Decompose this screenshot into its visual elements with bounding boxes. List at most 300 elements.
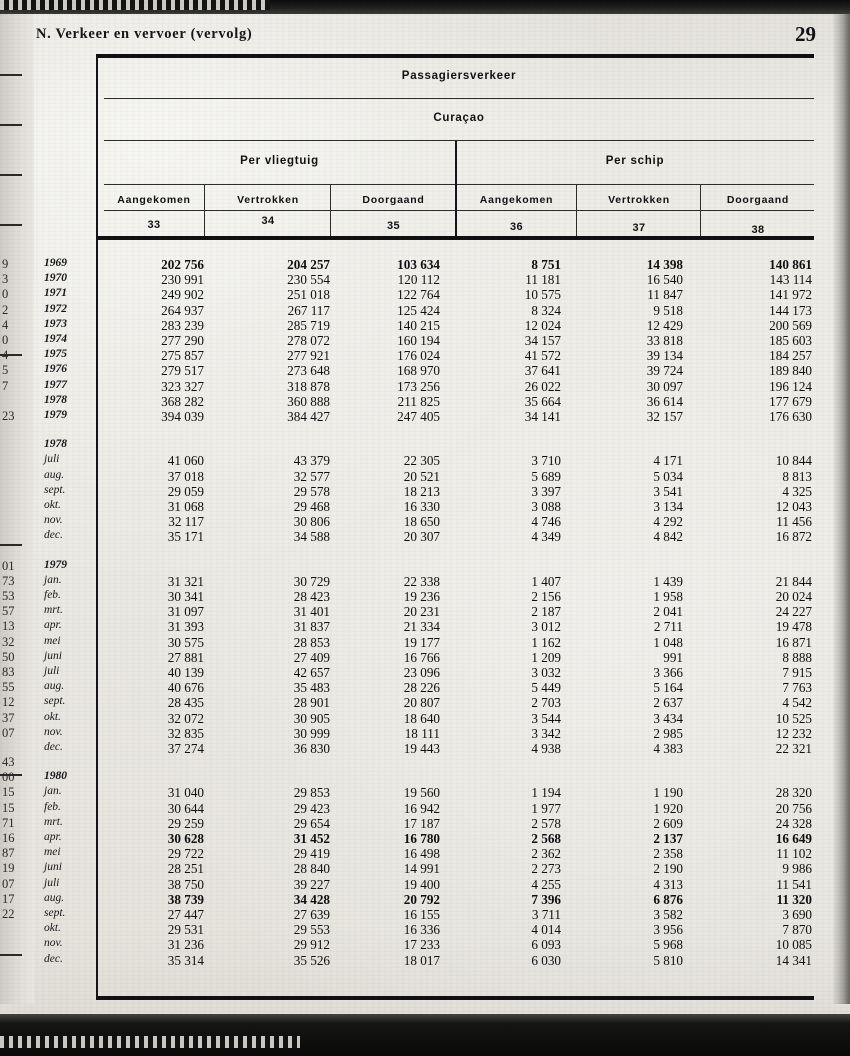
table-cell: 16 872 bbox=[775, 529, 812, 545]
table-cell: 4 349 bbox=[531, 529, 561, 545]
table-cell: 4 746 bbox=[531, 514, 561, 530]
table-cell: 30 999 bbox=[293, 725, 330, 741]
table-cell: 1 407 bbox=[531, 573, 561, 589]
table-cell: 16 766 bbox=[403, 649, 440, 665]
row-label: aug. bbox=[44, 680, 65, 693]
table-cell: 32 577 bbox=[293, 468, 330, 484]
row-label: mei bbox=[44, 634, 61, 647]
gutter-digit-fragment: 0 bbox=[2, 287, 9, 302]
row-label: 1977 bbox=[44, 378, 67, 391]
table-cell: 4 542 bbox=[782, 695, 812, 711]
header-colnum-33: 33 bbox=[147, 219, 161, 231]
table-cell: 143 114 bbox=[769, 272, 812, 288]
row-label: sept. bbox=[44, 695, 66, 708]
table-cell: 2 041 bbox=[653, 604, 683, 620]
table-cell: 37 018 bbox=[167, 468, 204, 484]
table-cell: 23 096 bbox=[403, 665, 440, 680]
table-cell: 103 634 bbox=[397, 257, 440, 272]
table-cell: 34 157 bbox=[524, 333, 561, 348]
row-label: 1973 bbox=[44, 317, 67, 330]
table-cell: 991 bbox=[663, 649, 683, 665]
table-cell: 5 689 bbox=[531, 468, 561, 484]
table-cell: 14 991 bbox=[403, 861, 440, 877]
table-cell: 10 525 bbox=[775, 710, 812, 726]
table-cell: 7 396 bbox=[531, 891, 561, 907]
table-cell: 16 649 bbox=[775, 831, 812, 846]
table-cell: 31 068 bbox=[167, 499, 204, 514]
table-cell: 1 439 bbox=[653, 573, 683, 589]
table-cell: 249 902 bbox=[161, 287, 204, 303]
row-label: mrt. bbox=[44, 604, 63, 617]
table-cell: 202 756 bbox=[161, 257, 204, 272]
gutter-digit-fragment: 9 bbox=[2, 257, 9, 271]
table-cell: 11 847 bbox=[647, 287, 683, 303]
table-cell: 173 256 bbox=[397, 378, 440, 394]
header-col-34: Vertrokken bbox=[237, 194, 299, 206]
row-label: feb. bbox=[44, 800, 61, 813]
table-cell: 29 531 bbox=[167, 922, 204, 938]
table-cell: 36 830 bbox=[293, 741, 330, 756]
gutter-digit-fragment: 15 bbox=[2, 785, 15, 800]
gutter-digit-fragment: 13 bbox=[2, 619, 15, 634]
row-label: 1975 bbox=[44, 348, 67, 361]
table-cell: 230 991 bbox=[161, 272, 204, 288]
table-cell: 20 231 bbox=[403, 604, 440, 620]
table-cell: 8 813 bbox=[782, 468, 812, 484]
table-cell: 11 320 bbox=[776, 891, 812, 907]
table-cell: 3 711 bbox=[531, 907, 561, 922]
table-cell: 28 840 bbox=[293, 861, 330, 877]
gutter-digit-fragment: 5 bbox=[2, 363, 9, 378]
table-cell: 10 844 bbox=[775, 453, 812, 469]
table-cell: 6 093 bbox=[531, 937, 561, 953]
table-cell: 29 912 bbox=[293, 937, 330, 953]
table-cell: 184 257 bbox=[769, 348, 812, 364]
row-label: 1969 bbox=[44, 257, 67, 269]
table-cell: 2 568 bbox=[531, 831, 561, 846]
gutter-digit-fragment: 73 bbox=[2, 573, 15, 588]
table-cell: 8 324 bbox=[531, 302, 561, 318]
table-cell: 19 400 bbox=[403, 876, 440, 892]
table-cell: 42 657 bbox=[293, 665, 330, 680]
table-cell: 29 722 bbox=[167, 846, 204, 862]
header-group-per-schip: Per schip bbox=[605, 155, 665, 167]
table-cell: 10 085 bbox=[775, 937, 812, 953]
table-cell: 29 259 bbox=[167, 815, 204, 831]
table-cell: 20 521 bbox=[403, 468, 440, 484]
table-cell: 384 427 bbox=[287, 409, 330, 424]
table-cell: 394 039 bbox=[161, 409, 204, 424]
table-cell: 16 498 bbox=[403, 846, 440, 862]
row-label: dec. bbox=[44, 529, 63, 542]
table-cell: 43 379 bbox=[293, 453, 330, 469]
table-cell: 29 578 bbox=[293, 483, 330, 499]
table-cell: 28 853 bbox=[293, 634, 330, 650]
table-cell: 368 282 bbox=[161, 393, 204, 409]
table-cell: 204 257 bbox=[287, 257, 330, 272]
table-cell: 6 876 bbox=[653, 891, 683, 907]
table-cell: 3 032 bbox=[531, 665, 561, 680]
table-cell: 28 320 bbox=[775, 785, 812, 801]
gutter-digit-fragment: 16 bbox=[2, 831, 15, 845]
table-cell: 2 190 bbox=[653, 861, 683, 877]
table-cell: 125 424 bbox=[397, 302, 440, 318]
table-cell: 24 227 bbox=[775, 604, 812, 620]
table-cell: 31 040 bbox=[167, 785, 204, 801]
table-cell: 18 650 bbox=[403, 514, 440, 530]
table-cell: 1 162 bbox=[531, 634, 561, 650]
table-cell: 4 938 bbox=[531, 741, 561, 756]
table-cell: 3 582 bbox=[653, 907, 683, 922]
gutter-digit-fragment: 07 bbox=[2, 725, 15, 740]
table-cell: 28 226 bbox=[403, 680, 440, 696]
row-label: 1979 bbox=[44, 409, 67, 421]
table-cell: 12 043 bbox=[775, 499, 812, 514]
table-cell: 21 844 bbox=[775, 573, 812, 589]
table-cell: 275 857 bbox=[161, 348, 204, 364]
table-cell: 29 419 bbox=[293, 846, 330, 862]
table-cell: 35 664 bbox=[524, 393, 561, 409]
table-cell: 28 423 bbox=[293, 589, 330, 604]
table-cell: 2 273 bbox=[531, 861, 561, 877]
table-cell: 2 362 bbox=[531, 846, 561, 862]
row-label: juli bbox=[44, 665, 60, 677]
block-heading-1978: 1978 bbox=[44, 438, 67, 451]
table-cell: 20 792 bbox=[403, 891, 440, 907]
table-cell: 7 915 bbox=[782, 665, 812, 680]
row-label: okt. bbox=[44, 499, 61, 511]
gutter-digit-fragment: 00 bbox=[2, 770, 15, 785]
table-cell: 2 703 bbox=[531, 695, 561, 711]
table-cell: 39 724 bbox=[646, 363, 683, 379]
table-cell: 264 937 bbox=[161, 302, 204, 318]
table-cell: 29 468 bbox=[293, 499, 330, 514]
table-cell: 3 134 bbox=[653, 499, 683, 514]
row-label: juli bbox=[44, 453, 60, 466]
table-cell: 160 194 bbox=[397, 333, 440, 348]
row-label: 1976 bbox=[44, 363, 67, 376]
table-cell: 29 059 bbox=[167, 483, 204, 499]
table-cell: 2 637 bbox=[653, 695, 683, 711]
table-cell: 1 194 bbox=[531, 785, 561, 801]
row-label: feb. bbox=[44, 589, 61, 601]
table-cell: 30 729 bbox=[293, 573, 330, 589]
table-cell: 267 117 bbox=[287, 302, 330, 318]
gutter-digit-fragment: 55 bbox=[2, 680, 15, 695]
table-cell: 2 985 bbox=[653, 725, 683, 741]
table-cell: 4 842 bbox=[653, 529, 683, 545]
table-cell: 5 034 bbox=[653, 468, 683, 484]
table-cell: 4 171 bbox=[653, 453, 683, 469]
table-cell: 16 336 bbox=[403, 922, 440, 938]
row-label: mei bbox=[44, 846, 61, 859]
gutter-digit-fragment: 17 bbox=[2, 891, 15, 906]
row-label: juli bbox=[44, 876, 60, 889]
table-cell: 140 215 bbox=[397, 317, 440, 333]
table-cell: 3 397 bbox=[531, 483, 561, 499]
row-label: sept. bbox=[44, 483, 66, 496]
table-cell: 279 517 bbox=[161, 363, 204, 379]
bottom-binding-strip bbox=[0, 1014, 850, 1056]
table-cell: 323 327 bbox=[161, 378, 204, 394]
table-cell: 3 690 bbox=[782, 907, 812, 922]
table-cell: 277 921 bbox=[287, 348, 330, 364]
block-heading-1980: 1980 bbox=[44, 770, 67, 783]
table-cell: 18 111 bbox=[404, 725, 440, 741]
table-cell: 141 972 bbox=[769, 287, 812, 303]
table-cell: 16 871 bbox=[775, 634, 812, 650]
header-col-33: Aangekomen bbox=[117, 194, 191, 206]
table-cell: 4 325 bbox=[782, 483, 812, 499]
gutter-digit-fragment: 0 bbox=[2, 333, 9, 347]
row-label: juni bbox=[44, 649, 62, 662]
table-cell: 31 837 bbox=[293, 619, 330, 635]
table-cell: 18 640 bbox=[403, 710, 440, 726]
table-cell: 11 102 bbox=[776, 846, 812, 862]
table-cell: 18 017 bbox=[403, 952, 440, 968]
table-cell: 2 156 bbox=[531, 589, 561, 604]
table-cell: 1 048 bbox=[653, 634, 683, 650]
table-cell: 34 428 bbox=[293, 891, 330, 907]
table-cell: 2 187 bbox=[531, 604, 561, 620]
table-cell: 30 097 bbox=[646, 378, 683, 394]
table-cell: 31 097 bbox=[167, 604, 204, 620]
row-label: 1978 bbox=[44, 393, 67, 406]
table-cell: 251 018 bbox=[287, 287, 330, 303]
table-cell: 4 014 bbox=[531, 922, 561, 938]
gutter-digit-fragment: 22 bbox=[2, 907, 15, 921]
row-label: aug. bbox=[44, 468, 65, 481]
table-cell: 16 540 bbox=[646, 272, 683, 288]
table-cell: 14 398 bbox=[646, 257, 683, 272]
gutter-digit-fragment: 4 bbox=[2, 348, 9, 363]
table-cell: 3 012 bbox=[531, 619, 561, 635]
table-cell: 19 177 bbox=[403, 634, 440, 650]
table-cell: 2 137 bbox=[653, 831, 683, 846]
table-cell: 120 112 bbox=[397, 272, 440, 288]
table-cell: 122 764 bbox=[397, 287, 440, 303]
table-cell: 35 483 bbox=[293, 680, 330, 696]
row-label: apr. bbox=[44, 831, 62, 843]
table-cell: 20 807 bbox=[403, 695, 440, 711]
running-head: N. Verkeer en vervoer (vervolg) bbox=[36, 26, 253, 42]
table-cell: 35 314 bbox=[167, 952, 204, 968]
table-cell: 22 338 bbox=[403, 573, 440, 589]
table-cell: 230 554 bbox=[287, 272, 330, 288]
table-cell: 27 409 bbox=[293, 649, 330, 665]
table-cell: 5 810 bbox=[653, 952, 683, 968]
header-passagiersverkeer: Passagiersverkeer bbox=[401, 70, 517, 82]
header-col-36: Aangekomen bbox=[479, 194, 554, 206]
gutter-digit-fragment: 32 bbox=[2, 634, 15, 649]
row-label: okt. bbox=[44, 922, 61, 935]
table-cell: 39 227 bbox=[293, 876, 330, 892]
table-cell: 30 806 bbox=[293, 514, 330, 530]
row-label: dec. bbox=[44, 741, 63, 753]
gutter-digit-fragment: 07 bbox=[2, 876, 15, 891]
table-cell: 9 518 bbox=[653, 302, 683, 318]
table-cell: 28 251 bbox=[167, 861, 204, 877]
row-label: 1972 bbox=[44, 302, 67, 315]
table-cell: 37 641 bbox=[524, 363, 561, 379]
table-cell: 28 901 bbox=[293, 695, 330, 711]
table-cell: 30 341 bbox=[167, 589, 204, 604]
table-cell: 40 139 bbox=[167, 665, 204, 680]
table-cell: 283 239 bbox=[161, 317, 204, 333]
table-cell: 32 835 bbox=[167, 725, 204, 741]
table-cell: 1 209 bbox=[531, 649, 561, 665]
table-cell: 177 679 bbox=[769, 393, 812, 409]
row-label: nov. bbox=[44, 514, 63, 527]
table-cell: 29 423 bbox=[293, 800, 330, 816]
table-cell: 318 878 bbox=[287, 378, 330, 394]
table-cell: 20 756 bbox=[775, 800, 812, 816]
table-cell: 32 072 bbox=[167, 710, 204, 726]
table-cell: 16 155 bbox=[403, 907, 440, 922]
table-cell: 5 449 bbox=[531, 680, 561, 696]
table-cell: 4 255 bbox=[531, 876, 561, 892]
table-cell: 12 024 bbox=[524, 317, 561, 333]
table-cell: 189 840 bbox=[769, 363, 812, 379]
gutter-digit-fragment: 50 bbox=[2, 649, 15, 664]
table-cell: 31 452 bbox=[293, 831, 330, 846]
table-cell: 1 190 bbox=[653, 785, 683, 801]
table-cell: 19 560 bbox=[403, 785, 440, 801]
table-cell: 196 124 bbox=[769, 378, 812, 394]
table-cell: 36 614 bbox=[646, 393, 683, 409]
page-number: 29 bbox=[795, 22, 816, 46]
table-cell: 34 141 bbox=[524, 409, 561, 424]
row-label: okt. bbox=[44, 710, 61, 723]
table-cell: 11 181 bbox=[525, 272, 561, 288]
table-cell: 20 024 bbox=[775, 589, 812, 604]
table-cell: 17 233 bbox=[403, 937, 440, 953]
table-cell: 1 958 bbox=[653, 589, 683, 604]
table-cell: 18 213 bbox=[403, 483, 440, 499]
table-cell: 35 171 bbox=[167, 529, 204, 545]
table-cell: 29 853 bbox=[293, 785, 330, 801]
table-cell: 247 405 bbox=[397, 409, 440, 424]
gutter-digit-fragment: 87 bbox=[2, 846, 15, 861]
table-cell: 26 022 bbox=[524, 378, 561, 394]
table-cell: 3 541 bbox=[653, 483, 683, 499]
gutter-digit-fragment: 37 bbox=[2, 710, 15, 725]
table-cell: 32 117 bbox=[168, 514, 204, 530]
table-cell: 168 970 bbox=[397, 363, 440, 379]
table-cell: 2 711 bbox=[653, 619, 683, 635]
table-cell: 211 825 bbox=[397, 393, 440, 409]
row-label: jan. bbox=[44, 573, 62, 586]
row-label: dec. bbox=[44, 952, 63, 965]
gutter-digit-fragment: 53 bbox=[2, 589, 15, 603]
table-cell: 19 236 bbox=[403, 589, 440, 604]
table-cell: 7 870 bbox=[782, 922, 812, 938]
table-cell: 273 648 bbox=[287, 363, 330, 379]
table-cell: 38 750 bbox=[167, 876, 204, 892]
table-cell: 30 628 bbox=[167, 831, 204, 846]
table-cell: 29 553 bbox=[293, 922, 330, 938]
table-cell: 4 383 bbox=[653, 741, 683, 756]
table-cell: 21 334 bbox=[403, 619, 440, 635]
row-label: apr. bbox=[44, 619, 62, 632]
table-cell: 31 236 bbox=[167, 937, 204, 953]
table-cell: 28 435 bbox=[167, 695, 204, 711]
table-cell: 31 401 bbox=[293, 604, 330, 620]
gutter-digit-fragment: 3 bbox=[2, 272, 9, 287]
table-cell: 1 977 bbox=[531, 800, 561, 816]
table-cell: 278 072 bbox=[287, 333, 330, 348]
header-colnum-37: 37 bbox=[632, 222, 646, 234]
table-cell: 1 920 bbox=[653, 800, 683, 816]
table-cell: 4 292 bbox=[653, 514, 683, 530]
table-cell: 285 719 bbox=[287, 317, 330, 333]
row-label: mrt. bbox=[44, 815, 63, 828]
table-cell: 40 676 bbox=[167, 680, 204, 696]
table-cell: 27 881 bbox=[167, 649, 204, 665]
table-cell: 3 342 bbox=[531, 725, 561, 741]
row-label: 1971 bbox=[44, 287, 67, 300]
row-label: aug. bbox=[44, 891, 65, 904]
table-cell: 3 366 bbox=[653, 665, 683, 680]
table-cell: 41 060 bbox=[167, 453, 204, 469]
table-cell: 12 232 bbox=[775, 725, 812, 741]
table-cell: 11 456 bbox=[776, 514, 812, 530]
row-label: nov. bbox=[44, 725, 63, 738]
table-cell: 17 187 bbox=[403, 815, 440, 831]
header-colnum-35: 35 bbox=[386, 220, 401, 232]
gutter-digit-fragment: 15 bbox=[2, 800, 15, 815]
table-cell: 32 157 bbox=[646, 409, 683, 424]
table-cell: 4 313 bbox=[653, 876, 683, 892]
table-cell: 11 541 bbox=[776, 876, 812, 892]
table-cell: 24 328 bbox=[775, 815, 812, 831]
table-cell: 3 544 bbox=[531, 710, 561, 726]
row-label: juni bbox=[44, 861, 62, 874]
table-cell: 35 526 bbox=[293, 952, 330, 968]
table-cell: 140 861 bbox=[769, 257, 812, 272]
table-cell: 31 393 bbox=[167, 619, 204, 635]
header-col-35: Doorgaand bbox=[362, 194, 425, 206]
header-territory: Curaçao bbox=[433, 112, 485, 124]
table-cell: 12 429 bbox=[646, 317, 683, 333]
table-cell: 16 330 bbox=[403, 499, 440, 514]
table-cell: 144 173 bbox=[769, 302, 812, 318]
table-cell: 2 609 bbox=[653, 815, 683, 831]
table-cell: 3 434 bbox=[653, 710, 683, 726]
table-cell: 16 942 bbox=[403, 800, 440, 816]
table-cell: 16 780 bbox=[403, 831, 440, 846]
gutter-digit-fragment: 19 bbox=[2, 861, 15, 876]
row-label: sept. bbox=[44, 907, 66, 919]
header-col-38: Doorgaand bbox=[726, 194, 790, 206]
table-cell: 5 968 bbox=[653, 937, 683, 953]
gutter-digit-fragment: 7 bbox=[2, 378, 9, 393]
table-cell: 200 569 bbox=[769, 317, 812, 333]
table-cell: 3 956 bbox=[653, 922, 683, 938]
table-cell: 30 644 bbox=[167, 800, 204, 816]
table-cell: 176 630 bbox=[769, 409, 812, 424]
table-cell: 176 024 bbox=[397, 348, 440, 364]
table-cell: 41 572 bbox=[524, 348, 561, 364]
table-cell: 27 447 bbox=[167, 907, 204, 922]
table-cell: 30 575 bbox=[167, 634, 204, 650]
table-cell: 185 603 bbox=[769, 333, 812, 348]
table-cell: 19 478 bbox=[775, 619, 812, 635]
table-cell: 31 321 bbox=[167, 573, 204, 589]
table-cell: 3 088 bbox=[531, 499, 561, 514]
table-cell: 29 654 bbox=[293, 815, 330, 831]
table-cell: 19 443 bbox=[403, 741, 440, 756]
